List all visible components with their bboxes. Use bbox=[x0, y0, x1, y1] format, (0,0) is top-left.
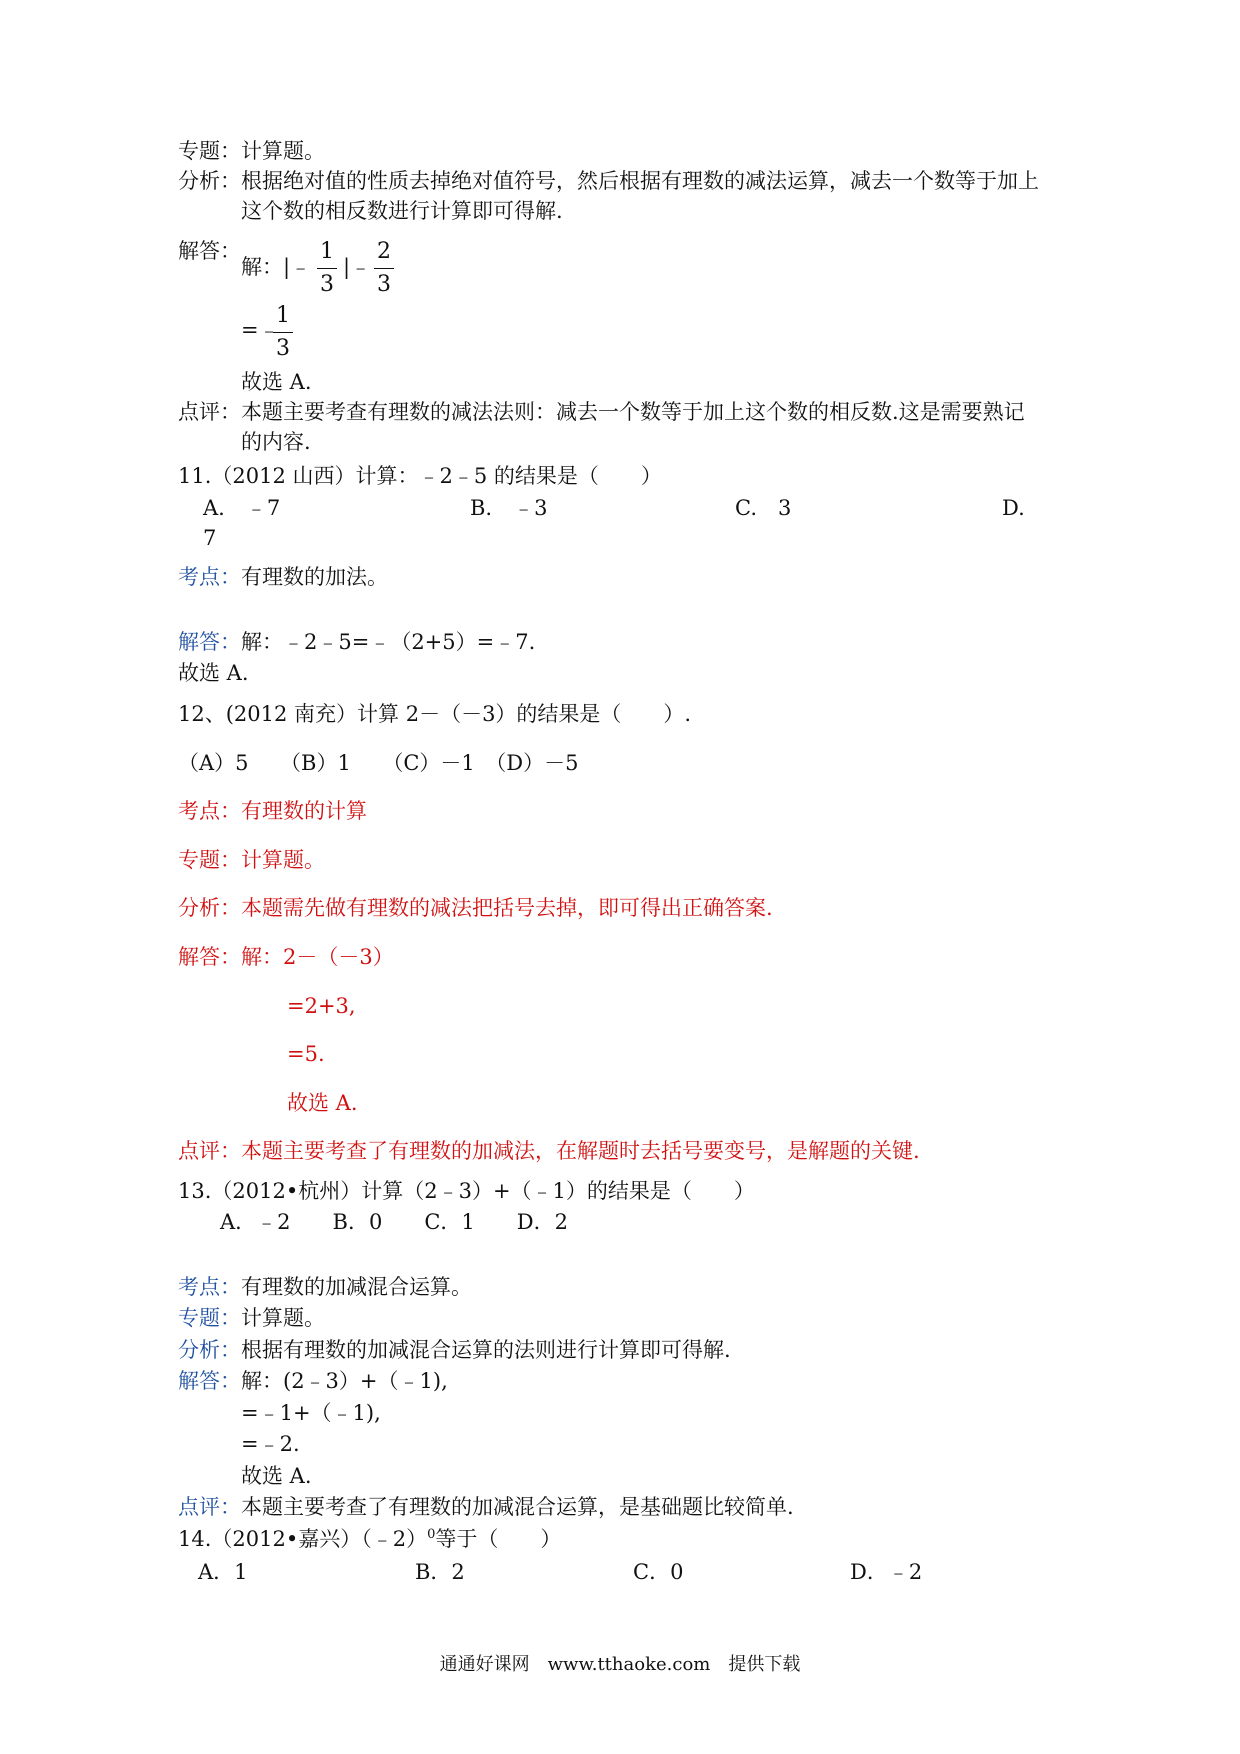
q13-analysis-line bbox=[178, 1335, 731, 1365]
comment-text: 本题主要考查了有理数的加减混合运算，是基础题比较简单. bbox=[241, 1495, 794, 1519]
q10-answer-label: 解答： bbox=[178, 239, 241, 263]
point-text: 有理数的加法。 bbox=[241, 565, 388, 589]
q11-choose: 故选 A. bbox=[178, 661, 249, 685]
q12-analysis: 分析：本题需先做有理数的减法把括号去掉，即可得出正确答案. bbox=[178, 896, 773, 920]
q10-equals: =﹣ bbox=[241, 318, 280, 342]
q13-topic-line bbox=[178, 1303, 325, 1333]
q14-option-b: B．2 bbox=[415, 1560, 465, 1584]
comment-label: 点评： bbox=[178, 400, 241, 424]
q13-comment-line bbox=[178, 1492, 794, 1522]
q11-option-d-value: 7 bbox=[203, 526, 217, 550]
analysis-label: 分析： bbox=[178, 1338, 241, 1362]
fraction-two-thirds: 2 3 bbox=[374, 238, 394, 299]
q13-question: 13.（2012•杭州）计算（2﹣3）+（﹣1）的结果是（ ） bbox=[178, 1179, 755, 1203]
q13-options: A．﹣2 B．0 C．1 D．2 bbox=[220, 1210, 568, 1234]
answer-label: 解答： bbox=[178, 1369, 241, 1393]
q10-solution-prefix: 解：|﹣ bbox=[241, 255, 312, 279]
comment-label: 点评： bbox=[178, 1495, 241, 1519]
q12-step-1: =2+3, bbox=[287, 994, 356, 1018]
q12-point: 考点：有理数的计算 bbox=[178, 799, 367, 823]
q12-topic: 专题：计算题。 bbox=[178, 848, 325, 872]
topic-label: 专题： bbox=[178, 139, 241, 163]
answer-text: 解：﹣2﹣5=﹣（2+5）=﹣7. bbox=[241, 630, 536, 654]
q13-step-1: =﹣1+（﹣1), bbox=[241, 1401, 381, 1425]
topic-text: 计算题。 bbox=[241, 1306, 325, 1330]
page-footer: 通通好课网 www.tthaoke.com 提供下载 bbox=[439, 1654, 801, 1675]
q11-option-a: A. ﹣7 bbox=[203, 496, 281, 520]
q10-abs-close: |﹣ bbox=[343, 255, 372, 279]
q13-step-2: =﹣2. bbox=[241, 1432, 300, 1456]
analysis-text: 根据有理数的加减混合运算的法则进行计算即可得解. bbox=[241, 1338, 731, 1362]
q10-choose: 故选 A. bbox=[241, 370, 312, 394]
q12-question: 12、(2012 南充）计算 2－（－3）的结果是（ ）. bbox=[178, 702, 692, 726]
point-label: 考点： bbox=[178, 565, 241, 589]
exponent: 0 bbox=[427, 1527, 436, 1542]
q12-options: （A）5 （B）1 （C）－1 （D）－5 bbox=[178, 751, 579, 775]
q13-choose: 故选 A. bbox=[241, 1464, 312, 1488]
point-label: 考点： bbox=[178, 1275, 241, 1299]
fraction-one-third: 1 3 bbox=[317, 238, 337, 299]
q10-comment-line bbox=[178, 397, 1025, 427]
point-text: 有理数的加减混合运算。 bbox=[241, 1275, 472, 1299]
q11-option-b: B. ﹣3 bbox=[470, 496, 548, 520]
answer-text: 解：(2﹣3）+（﹣1), bbox=[241, 1369, 448, 1393]
q14-option-a: A．1 bbox=[198, 1560, 248, 1584]
topic-text: 计算题。 bbox=[241, 139, 325, 163]
q10-analysis-line-2: 这个数的相反数进行计算即可得解. bbox=[241, 199, 563, 223]
q11-answer-line bbox=[178, 627, 535, 657]
q10-analysis-line bbox=[178, 166, 1039, 196]
q12-answer: 解答：解：2－（－3） bbox=[178, 945, 394, 969]
q12-choose: 故选 A. bbox=[287, 1091, 358, 1115]
q11-question: 11.（2012 山西）计算：﹣2﹣5 的结果是（ ） bbox=[178, 464, 662, 488]
analysis-label: 分析： bbox=[178, 169, 241, 193]
q12-comment: 点评：本题主要考查了有理数的加减法，在解题时去括号要变号，是解题的关键. bbox=[178, 1139, 920, 1163]
comment-text-1: 本题主要考查有理数的减法法则：减去一个数等于加上这个数的相反数.这是需要熟记 bbox=[241, 400, 1025, 424]
q11-option-d: D. bbox=[1002, 496, 1025, 520]
q14-option-c: C．0 bbox=[633, 1560, 684, 1584]
q13-answer-line bbox=[178, 1366, 448, 1396]
analysis-text-1: 根据绝对值的性质去掉绝对值符号，然后根据有理数的减法运算，减去一个数等于加上 bbox=[241, 169, 1039, 193]
q14-question: 14.（2012•嘉兴）（﹣2）$^0$等于（ ） bbox=[178, 1527, 562, 1551]
q13-point-line bbox=[178, 1272, 472, 1302]
q11-point-line bbox=[178, 562, 388, 592]
topic-label: 专题： bbox=[178, 1306, 241, 1330]
answer-label: 解答： bbox=[178, 630, 241, 654]
q12-step-2: =5. bbox=[287, 1042, 325, 1066]
q11-option-c: C. 3 bbox=[735, 496, 792, 520]
q10-topic-line bbox=[178, 136, 325, 166]
fraction-result-one-third: 1 3 bbox=[273, 302, 293, 363]
q14-option-d: D．﹣2 bbox=[850, 1560, 923, 1584]
q10-comment-line-2: 的内容. bbox=[241, 430, 311, 454]
